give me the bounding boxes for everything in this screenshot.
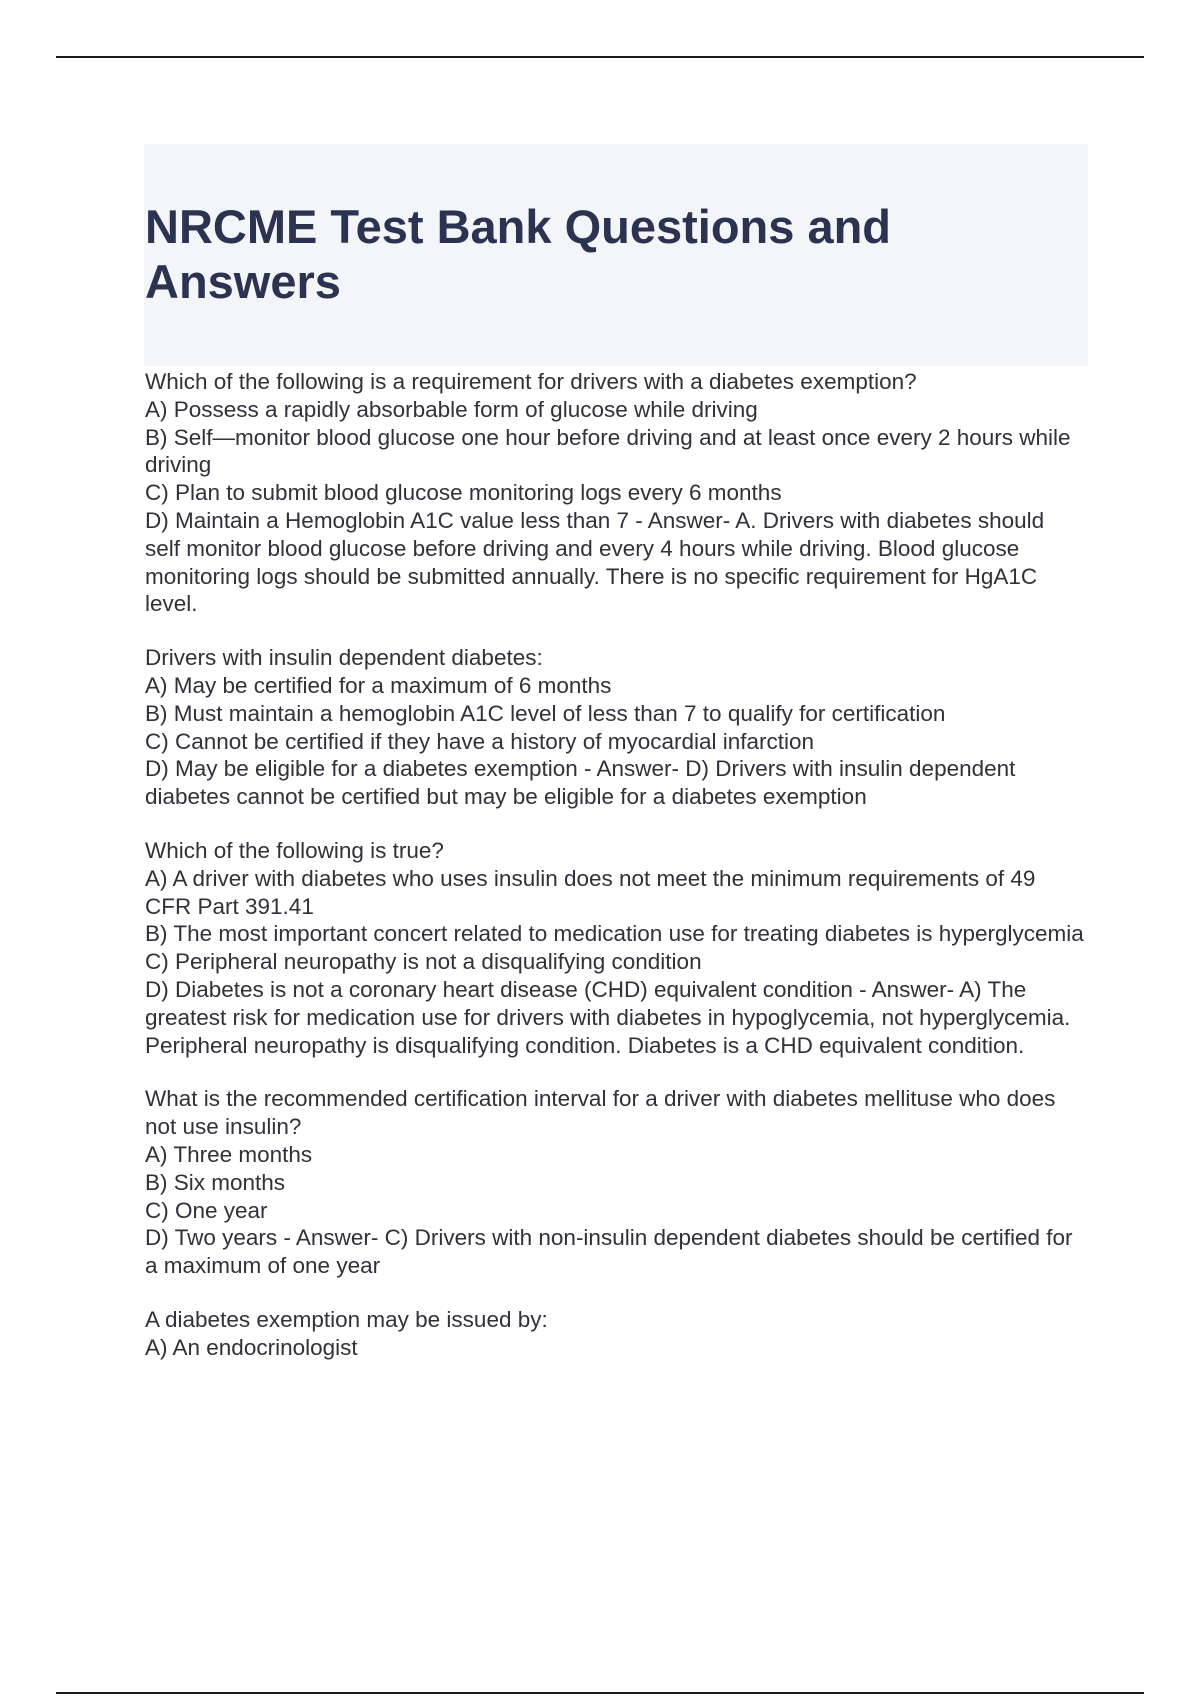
question-block [145, 368, 1085, 618]
question-block [145, 1306, 1085, 1362]
option-a: A) Three months [145, 1141, 313, 1167]
question-text: Which of the following is a requirement for drivers with a diabetes exemption? [145, 369, 917, 394]
option-a: A) An endocrinologist [145, 1334, 358, 1360]
question-block [145, 644, 1085, 811]
option-c: C) Cannot be certified if they have a history of myocardial infarction [145, 728, 815, 754]
option-a: A) May be certified for a maximum of 6 months [145, 672, 612, 698]
question-text: Which of the following is true? [145, 837, 444, 863]
option-c: C) Plan to submit blood glucose monitoring logs every 6 months [145, 480, 782, 506]
option-c: C) One year [145, 1197, 268, 1223]
question-block [145, 837, 1085, 1059]
question-text: What is the recommended certification interval for a driver with diabetes mellituse who does not use insulin? [145, 1086, 1056, 1140]
top-rule [56, 56, 1144, 58]
option-d-answer: D) May be eligible for a diabetes exemption - Answer- D) Drivers with insulin dependent diabetes cannot be certified but may be eligible for a diabetes exemption [145, 756, 1016, 810]
question-text: A diabetes exemption may be issued by: [145, 1306, 548, 1332]
option-c: C) Peripheral neuropathy is not a disqualifying condition [145, 949, 702, 975]
option-a: A) Possess a rapidly absorbable form of glucose while driving [145, 396, 758, 422]
option-b: B) The most important concert related to medication use for treating diabetes is hyperglycemia [145, 921, 1084, 947]
document-title: NRCME Test Bank Questions and Answers [145, 200, 892, 308]
option-b: B) Six months [145, 1169, 286, 1195]
option-d-answer: D) Two years - Answer- C) Drivers with non-insulin dependent diabetes should be certified for a maximum of one year [145, 1225, 1073, 1279]
document-body [145, 368, 1085, 1388]
option-a: A) A driver with diabetes who uses insulin does not meet the minimum requirements of 49 CFR Part 391.41 [145, 865, 1036, 919]
question-block [145, 1085, 1085, 1280]
option-d-answer: D) Maintain a Hemoglobin A1C value less than 7 - Answer- A. Drivers with diabetes should self monitor blood glucose before driving and every 4 hours while driving. Blood glucose monitoring logs should be submitted annually. There is no specific requirement for HgA1C level. [145, 507, 1045, 617]
option-b: B) Must maintain a hemoglobin A1C level of less than 7 to qualify for certification [145, 700, 946, 726]
question-text: Drivers with insulin dependent diabetes: [145, 645, 543, 671]
option-b: B) Self—monitor blood glucose one hour before driving and at least once every 2 hours while driving [145, 424, 1071, 478]
option-d-answer: D) Diabetes is not a coronary heart disease (CHD) equivalent condition - Answer- A) The greatest risk for medication use for drivers with diabetes in hypoglycemia, not hyperglycemia. Peripheral neuropathy is disqualifying condition. Diabetes is a CHD equivalent condition. [145, 976, 1071, 1058]
bottom-rule [56, 1692, 1144, 1694]
